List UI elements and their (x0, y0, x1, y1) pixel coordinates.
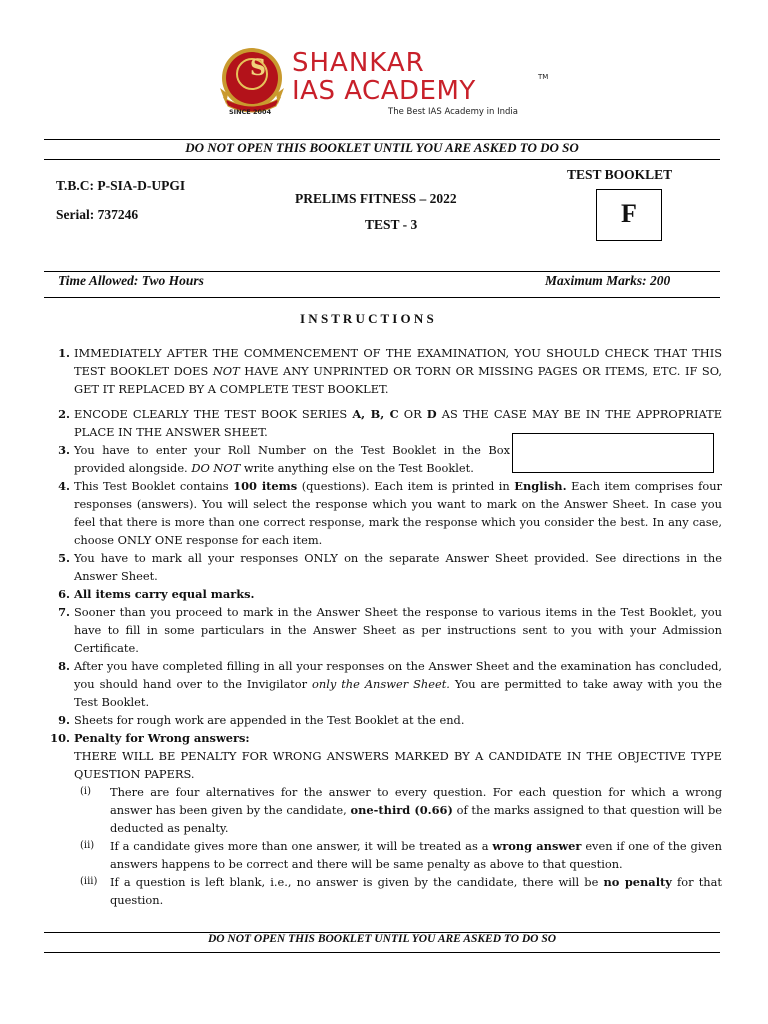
item-emphasis: wrong answer (492, 839, 582, 853)
instruction-item-3 (50, 441, 722, 477)
item-emphasis: D (426, 407, 437, 421)
exam-title: PRELIMS FITNESS – 2022 (295, 191, 457, 206)
penalty-rule-3 (50, 873, 722, 909)
penalty-rule-1 (50, 783, 722, 837)
item-number: 2. (58, 407, 70, 421)
instructions-list (50, 344, 722, 909)
item-text: of the marks assigned to that question will be deducted as penalty. (110, 803, 722, 835)
item-text: There are four alternatives for the answer to every question. For each question for which a wrong answer has been given by the candidate, (110, 785, 722, 817)
instruction-item-6 (50, 585, 722, 603)
sub-item-number: (i) (80, 786, 92, 797)
test-number: TEST - 3 (365, 217, 418, 232)
item-number: 1. (58, 346, 70, 360)
item-text: You are permitted to take away with you the Test Booklet. (74, 677, 723, 709)
divider (44, 297, 720, 298)
item-text: If a candidate gives more than one answer, it will be treated as a (110, 839, 493, 853)
seal-letter: S (250, 55, 266, 81)
item-text: IMMEDIATELY AFTER THE COMMENCEMENT OF THE EXAMINATION, YOU SHOULD CHECK THAT THIS TEST BOOKLET DOES (74, 346, 722, 378)
item-emphasis: one-third (0.66) (350, 803, 453, 817)
trademark-mark: TM (538, 73, 549, 81)
item-number: 4. (58, 479, 70, 493)
tbc-code: T.B.C: P-SIA-D-UPGI (56, 178, 186, 193)
item-text: Sooner than you proceed to mark in the Answer Sheet the response to various items in the Test Booklet, you have to fill in some particulars in the Answer Sheet as per instructions sent to you with your Admission Certificate. (74, 605, 722, 655)
item-number: 5. (58, 551, 70, 565)
item-emphasis: English. (514, 479, 567, 493)
item-text: Each item comprises four responses (answers). You will select the response which you want to mark on the Answer Sheet. In case you feel that there is more than one correct response, mark the response which you consider the best. In any case, choose ONLY ONE response for each item. (74, 479, 722, 547)
item-emphasis: NOT (212, 364, 240, 378)
warning-top: DO NOT OPEN THIS BOOKLET UNTIL YOU ARE ASKED TO DO SO (185, 140, 579, 155)
warning-bottom: DO NOT OPEN THIS BOOKLET UNTIL YOU ARE ASKED TO DO SO (207, 933, 557, 945)
penalty-intro (50, 747, 722, 783)
instruction-item-7 (50, 603, 722, 657)
divider (44, 952, 720, 953)
maximum-marks: Maximum Marks: 200 (545, 273, 671, 288)
time-allowed: Time Allowed: Two Hours (58, 273, 204, 288)
sub-item-number: (iii) (80, 876, 98, 887)
item-text: (questions). Each item is printed in (297, 479, 515, 493)
instruction-item-4 (50, 477, 722, 549)
item-emphasis: only the Answer Sheet. (312, 677, 450, 691)
item-text: You have to enter your Roll Number on the Test Booklet in the Box provided alongside. (74, 443, 510, 475)
penalty-title: Penalty for Wrong answers: (74, 731, 250, 745)
item-text: Sheets for rough work are appended in the Test Booklet at the end. (74, 713, 465, 727)
item-number: 6. (58, 587, 70, 601)
item-text: for that question. (110, 875, 722, 907)
instructions-heading: I N S T R U C T I O N S (300, 311, 434, 326)
instruction-item-1 (50, 344, 722, 398)
serial-number: Serial: 737246 (56, 207, 139, 222)
item-number: 3. (58, 443, 70, 457)
booklet-series-box: F (596, 189, 662, 241)
item-text: OR (398, 407, 427, 421)
item-text: If a question is left blank, i.e., no answer is given by the candidate, there will be (110, 875, 604, 889)
item-emphasis: no penalty (603, 875, 672, 889)
instruction-item-5 (50, 549, 722, 585)
item-text: HAVE ANY UNPRINTED OR TORN OR MISSING PAGES OR ITEMS, ETC. IF SO, GET IT REPLACED BY A COMPLETE TEST BOOKLET. (74, 364, 722, 396)
instruction-item-8 (50, 657, 722, 711)
booklet-label: TEST BOOKLET (567, 167, 673, 182)
instruction-item-2 (50, 405, 722, 441)
item-number: 10. (50, 731, 70, 745)
divider (44, 271, 720, 272)
item-text: AS THE CASE MAY BE IN THE APPROPRIATE PLACE IN THE ANSWER SHEET. (74, 407, 723, 439)
brand-tagline: The Best IAS Academy in India (388, 107, 518, 117)
item-emphasis: 100 items (233, 479, 298, 493)
item-number: 8. (58, 659, 70, 673)
item-text: This Test Booklet contains (74, 479, 234, 493)
item-emphasis: DO NOT (191, 461, 241, 475)
item-text: You have to mark all your responses ONLY on the separate Answer Sheet provided. See directions in the Answer Sheet. (74, 551, 722, 583)
divider (44, 159, 720, 160)
item-text: even if one of the given answers happens to be correct and there will be same penalty as above to that question. (110, 839, 722, 871)
penalty-rule-2 (50, 837, 722, 873)
item-number: 9. (58, 713, 70, 727)
item-text: All items carry equal marks. (74, 587, 255, 601)
item-text: write anything else on the Test Booklet. (240, 461, 474, 475)
item-number: 7. (58, 605, 70, 619)
sub-item-number: (ii) (80, 840, 95, 851)
brand-subname: IAS ACADEMY (292, 76, 476, 106)
instruction-item-9 (50, 711, 722, 729)
item-emphasis: A, B, C (352, 407, 399, 421)
seal-since-text: SINCE 2004 (229, 108, 272, 116)
item-text: After you have completed filling in all your responses on the Answer Sheet and the examination has concluded, you should hand over to the Invigilator (74, 659, 722, 691)
instruction-item-10 (50, 729, 722, 747)
item-text: ENCODE CLEARLY THE TEST BOOK SERIES (74, 407, 353, 421)
brand-name: SHANKAR (292, 48, 425, 78)
item-text: THERE WILL BE PENALTY FOR WRONG ANSWERS MARKED BY A CANDIDATE IN THE OBJECTIVE TYPE QUESTION PAPERS. (74, 749, 722, 781)
